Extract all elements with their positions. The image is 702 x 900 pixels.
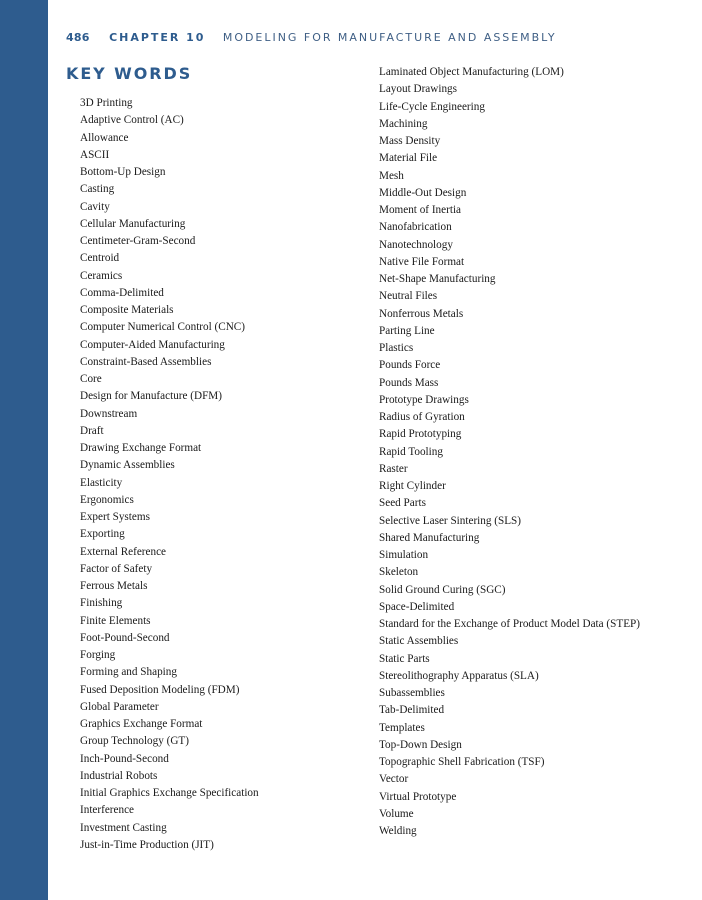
key-word-item: Nanofabrication xyxy=(379,221,452,234)
running-head xyxy=(66,31,557,44)
key-word-item: Pounds Mass xyxy=(379,376,439,389)
key-word-item: Life-Cycle Engineering xyxy=(379,100,485,113)
key-word-item: Selective Laser Sintering (SLS) xyxy=(379,514,521,527)
key-word-item: Pounds Force xyxy=(379,359,441,372)
key-word-item: Machining xyxy=(379,117,428,130)
key-word-item: Welding xyxy=(379,825,417,837)
key-word-item: Industrial Robots xyxy=(80,769,158,782)
key-word-item: Cellular Manufacturing xyxy=(80,217,186,230)
key-word-item: Radius of Gyration xyxy=(379,411,465,423)
key-word-item: Draft xyxy=(80,424,104,437)
key-word-item: Neutral Files xyxy=(379,290,438,303)
key-word-item: Templates xyxy=(379,721,425,734)
key-word-item: Middle-Out Design xyxy=(379,186,467,199)
key-word-item: Comma-Delimited xyxy=(80,286,164,299)
key-word-item: Fused Deposition Modeling (FDM) xyxy=(80,683,240,696)
key-word-item: Adaptive Control (AC) xyxy=(80,114,184,127)
key-word-item: Static Parts xyxy=(379,652,430,665)
key-word-item: Tab-Delimited xyxy=(379,704,445,717)
key-word-item: Computer-Aided Manufacturing xyxy=(80,338,225,351)
key-word-item: Subassemblies xyxy=(379,687,445,699)
key-word-item: Topographic Shell Fabrication (TSF) xyxy=(379,756,545,768)
key-word-item: Material File xyxy=(379,152,438,165)
key-word-item: Interference xyxy=(80,804,135,817)
key-word-item: Laminated Object Manufacturing (LOM) xyxy=(379,66,564,78)
key-word-item: Inch-Pound-Second xyxy=(80,752,169,765)
key-word-item: Net-Shape Manufacturing xyxy=(379,273,496,285)
key-word-item: Initial Graphics Exchange Specification xyxy=(80,787,259,799)
key-word-item: Parting Line xyxy=(379,324,435,337)
key-word-item: Core xyxy=(80,373,102,385)
key-word-item: ASCII xyxy=(80,148,110,161)
key-word-item: Space-Delimited xyxy=(379,600,455,613)
key-word-item: Downstream xyxy=(80,407,138,420)
key-word-item: Right Cylinder xyxy=(379,480,446,492)
key-word-item: Exporting xyxy=(80,528,125,541)
key-word-item: Raster xyxy=(379,462,408,475)
key-word-item: Expert Systems xyxy=(80,511,150,523)
key-word-item: Nonferrous Metals xyxy=(379,307,464,320)
key-word-item: Mass Density xyxy=(379,135,441,147)
key-word-item: Virtual Prototype xyxy=(379,790,457,803)
chapter-side-band xyxy=(0,0,48,900)
key-word-item: Static Assemblies xyxy=(379,635,459,648)
key-word-item: Investment Casting xyxy=(80,821,167,834)
key-word-item: Ceramics xyxy=(80,269,123,282)
key-word-item: Nanotechnology xyxy=(379,238,453,251)
chapter-title: MODELING FOR MANUFACTURE AND ASSEMBLY xyxy=(222,31,557,44)
key-word-item: Forging xyxy=(80,649,116,661)
key-word-item: Standard for the Exchange of Product Model Data (STEP) xyxy=(379,618,640,630)
key-word-item: Seed Parts xyxy=(379,497,426,510)
key-word-item: Centimeter-Gram-Second xyxy=(80,235,196,247)
key-word-item: Just-in-Time Production (JIT) xyxy=(80,838,214,851)
key-word-item: Rapid Prototyping xyxy=(379,428,462,441)
key-word-item: Ergonomics xyxy=(80,493,134,506)
key-word-item: Constraint-Based Assemblies xyxy=(80,355,212,368)
key-word-item: Native File Format xyxy=(379,255,465,268)
key-word-item: Volume xyxy=(379,807,414,820)
key-word-item: Forming and Shaping xyxy=(80,666,177,679)
key-word-item: Simulation xyxy=(379,549,429,561)
key-word-item: Finishing xyxy=(80,597,123,610)
key-word-item: Mesh xyxy=(379,169,404,182)
key-words-right-column xyxy=(379,64,640,840)
key-word-item: Allowance xyxy=(80,131,129,144)
key-word-item: Casting xyxy=(80,183,115,196)
key-word-item: External Reference xyxy=(80,545,167,558)
key-word-item: Ferrous Metals xyxy=(80,580,148,592)
key-word-item: Composite Materials xyxy=(80,304,174,316)
key-word-item: Drawing Exchange Format xyxy=(80,442,202,454)
key-word-item: Shared Manufacturing xyxy=(379,531,480,544)
key-word-item: Skeleton xyxy=(379,566,419,579)
key-word-item: Plastics xyxy=(379,342,414,354)
page-number: 486 xyxy=(66,31,90,44)
key-word-item: Solid Ground Curing (SGC) xyxy=(379,583,506,596)
key-word-item: Design for Manufacture (DFM) xyxy=(80,390,222,403)
key-word-item: Prototype Drawings xyxy=(379,393,469,406)
section-title: KEY WORDS xyxy=(66,64,193,83)
key-word-item: Graphics Exchange Format xyxy=(80,718,203,730)
key-word-item: Elasticity xyxy=(80,476,123,489)
key-word-item: Dynamic Assemblies xyxy=(80,459,175,472)
key-word-item: Vector xyxy=(379,773,409,786)
chapter-label: CHAPTER 10 xyxy=(109,31,206,44)
key-word-item: Layout Drawings xyxy=(379,83,457,96)
key-word-item: Finite Elements xyxy=(80,614,151,627)
key-word-item: Rapid Tooling xyxy=(379,445,443,458)
key-word-item: Computer Numerical Control (CNC) xyxy=(80,321,245,334)
key-word-item: Global Parameter xyxy=(80,700,159,713)
key-word-item: 3D Printing xyxy=(80,97,133,109)
key-word-item: Moment of Inertia xyxy=(379,204,462,216)
key-word-item: Top-Down Design xyxy=(379,738,462,751)
key-word-item: Group Technology (GT) xyxy=(80,735,189,748)
key-words-left-column xyxy=(80,95,259,854)
key-word-item: Bottom-Up Design xyxy=(80,166,166,178)
key-word-item: Foot-Pound-Second xyxy=(80,631,170,644)
key-word-item: Factor of Safety xyxy=(80,562,153,575)
key-word-item: Centroid xyxy=(80,252,120,265)
key-word-item: Stereolithography Apparatus (SLA) xyxy=(379,669,539,682)
key-word-item: Cavity xyxy=(80,200,110,213)
